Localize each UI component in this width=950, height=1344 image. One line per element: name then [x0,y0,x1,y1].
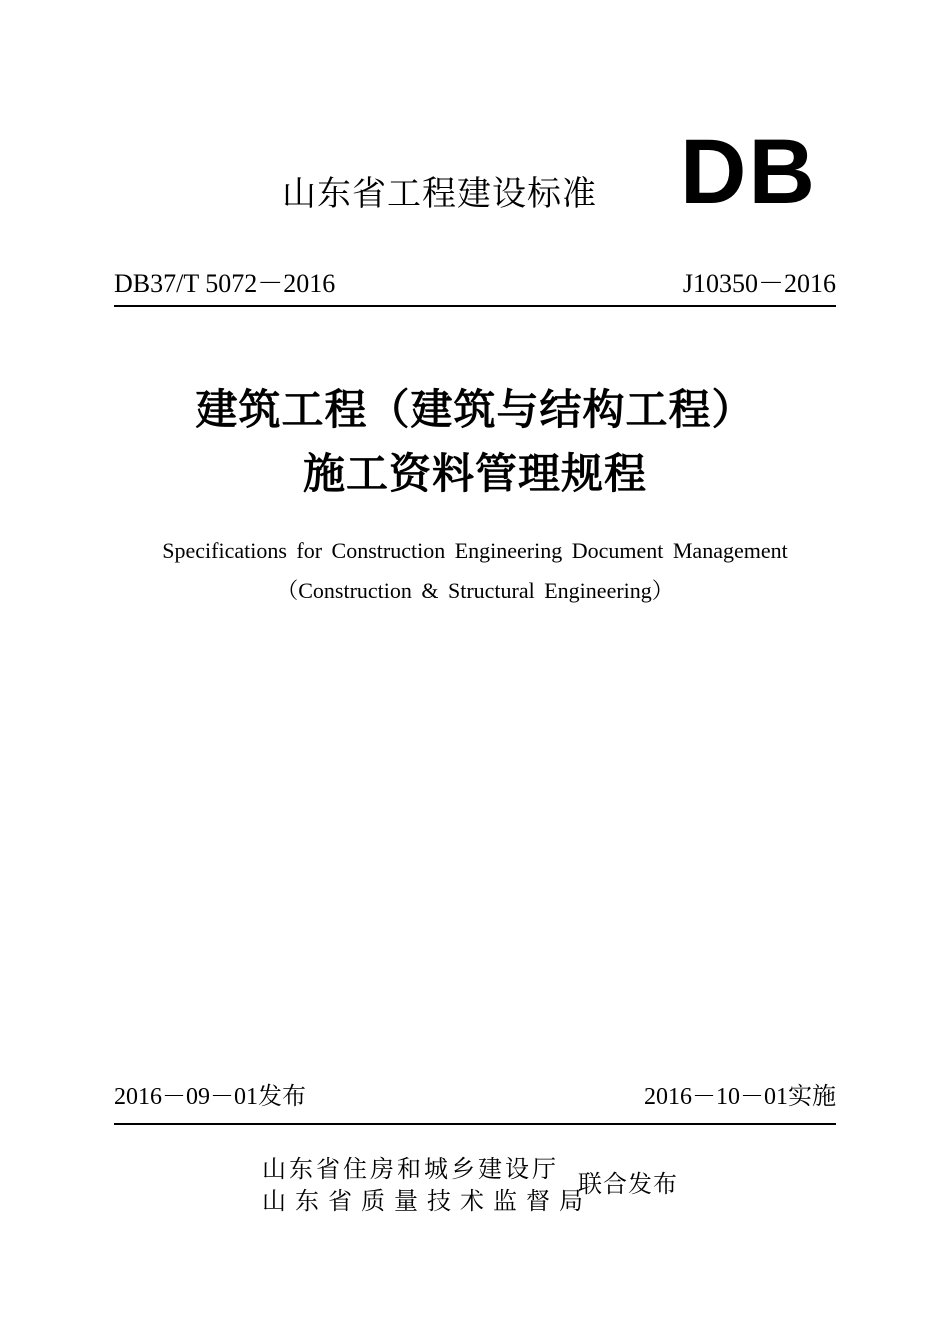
issuer-list [262,1153,592,1217]
standard-number: DB37/T 5072－2016 [114,269,336,298]
top-divider [114,305,836,307]
db-mark: DB [680,121,817,223]
issuer-quality-bureau: 山东省质量技术监督局 [262,1187,592,1215]
title-en-line-2: （Construction & Structural Engineering） [276,578,674,603]
standard-category: 山东省工程建设标准 [282,174,597,214]
bottom-divider [114,1123,836,1125]
title-zh-line-2: 施工资料管理规程 [302,449,647,498]
title-zh-line-1: 建筑工程（建筑与结构工程） [195,385,755,434]
title-en-line-1: Specifications for Construction Engineering Document Management [162,538,788,563]
issuer-housing-department: 山东省住房和城乡建设厅 [262,1155,559,1183]
effective-date: 2016－10－01实施 [644,1084,836,1110]
issue-date: 2016－09－01发布 [114,1084,306,1110]
record-number: J10350－2016 [682,269,836,298]
joint-release-label: 联合发布 [578,1170,678,1198]
